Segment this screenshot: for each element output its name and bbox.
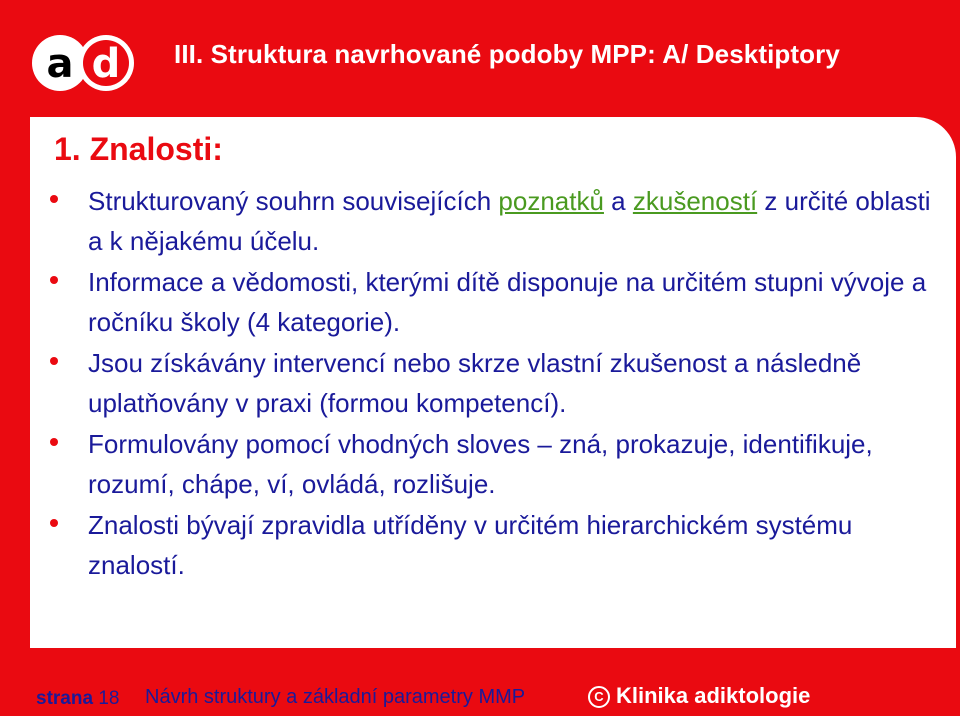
bullet-item — [30, 505, 956, 585]
ad-logo — [28, 34, 136, 92]
bullet-dot-icon — [50, 357, 58, 365]
bullet-dot-icon — [50, 276, 58, 284]
page-number — [36, 688, 119, 710]
bullet-dot-icon — [50, 195, 58, 203]
bullet-item — [30, 424, 956, 504]
bullet-text: Znalosti bývají zpravidla utříděny v určitém hierarchickém systému znalostí. — [88, 510, 853, 580]
footer-subject: Návrh struktury a základní parametry MMP — [145, 686, 526, 708]
bullet-item — [30, 343, 956, 423]
bullet-text: Informace a vědomosti, kterými dítě disponuje na určitém stupni vývoje a ročníku školy (4 kategorie). — [88, 267, 927, 337]
bullet-text: Jsou získávány intervencí nebo skrze vlastní zkušenost a následně uplatňovány v praxi (formou kompetencí). — [88, 348, 862, 418]
bullet-text: Formulovány pomocí vhodných sloves – zná, prokazuje, identifikuje, rozumí, chápe, ví, ovládá, rozlišuje. — [88, 429, 873, 499]
footer-organization — [588, 683, 810, 709]
bullet-dot-icon — [50, 438, 58, 446]
content-panel — [30, 117, 956, 648]
svg-text:a: a — [46, 41, 74, 87]
page-number-value: 18 — [98, 688, 120, 709]
bullet-item: Strukturovaný souhrn souvisejících poznatků a zkušeností z určité oblasti a k nějakému účelu. — [30, 181, 956, 261]
organization-name: Klinika adiktologie — [616, 683, 811, 708]
section-title: 1. Znalosti: — [54, 131, 223, 167]
bullet-item — [30, 262, 956, 342]
svg-text:d: d — [91, 41, 121, 87]
link-zkusenosti[interactable]: zkušeností — [632, 186, 758, 216]
link-poznatku[interactable]: poznatků — [498, 186, 604, 216]
bullet-list — [30, 181, 956, 586]
copyright-icon: C — [588, 686, 610, 708]
page-label: strana — [36, 688, 94, 709]
slide-title: III. Struktura navrhované podoby MPP: A/ Desktiptory — [174, 39, 840, 69]
bullet-dot-icon — [50, 519, 58, 527]
